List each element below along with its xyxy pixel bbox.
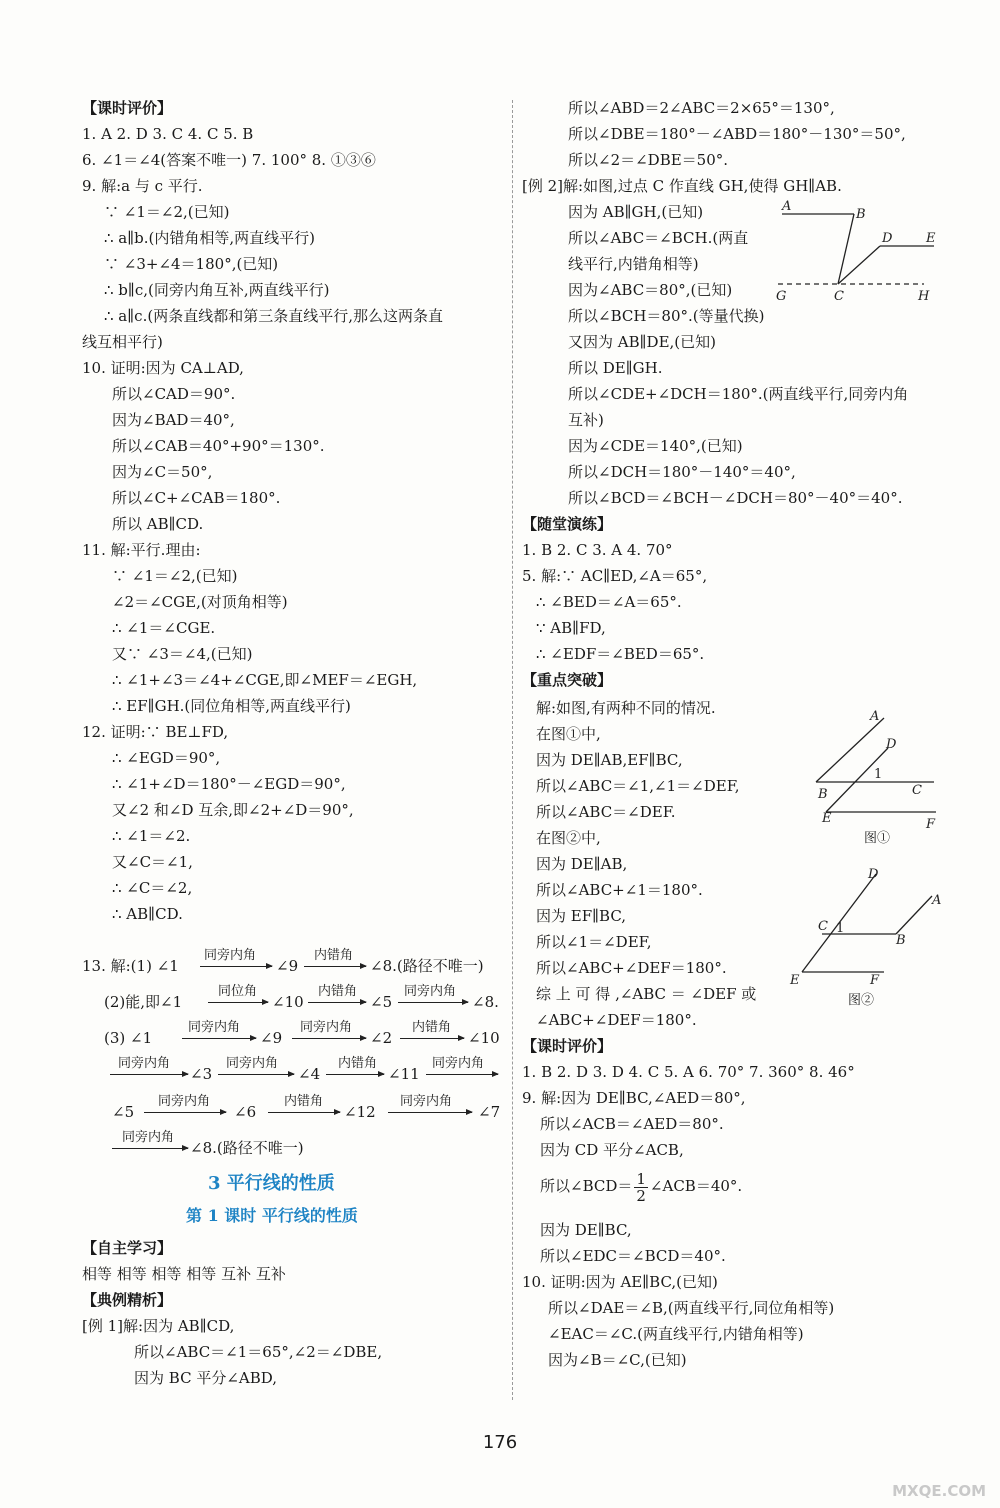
label-b: B: [818, 787, 828, 802]
answer-line: 12. 证明:∵ BE⊥FD,: [82, 723, 229, 741]
q13-path-2: [82, 984, 504, 1018]
arrow-label: 内错角: [412, 1020, 452, 1035]
arrow-label: 同位角: [218, 984, 258, 999]
page-number: 176: [482, 1432, 518, 1453]
proof-line: ∵ ∠1＝∠2,(已知): [112, 567, 238, 585]
proof-line: 线平行,内错角相等): [568, 255, 699, 273]
proof-line: ∴ AB∥CD.: [112, 905, 183, 923]
proof-line: 所以 DE∥GH.: [568, 359, 663, 377]
example-line: 因为 BC 平分∠ABD,: [134, 1369, 277, 1387]
angle-node: ∠4: [298, 1065, 321, 1083]
arrow-label: 同旁内角: [300, 1020, 353, 1035]
label-c: C: [818, 919, 828, 934]
angle-node: ∠12: [344, 1103, 376, 1121]
proof-line: ∴ ∠1＝∠2.: [112, 827, 191, 845]
angle-node: ∠2: [370, 1029, 393, 1047]
arrow: [400, 1038, 464, 1039]
proof-line: 互补): [568, 411, 604, 429]
proof-line: ∴ ∠C＝∠2,: [112, 879, 193, 897]
arrow-label: 内错角: [314, 948, 354, 963]
proof-line: ∵ ∠3+∠4＝180°,(已知): [104, 255, 279, 273]
answer-line: 10. 证明:因为 AE∥BC,(已知): [522, 1273, 718, 1291]
angle-label: 1: [874, 767, 883, 782]
proof-line: ∠2＝∠CGE,(对顶角相等): [112, 593, 288, 611]
proof-line: 所以∠EDC＝∠BCD＝40°.: [540, 1247, 726, 1265]
q13-end: ∠8.(路径不唯一): [190, 1139, 304, 1157]
label-a: A: [932, 893, 942, 908]
arrow: [326, 1074, 384, 1075]
answer-line: 1. A 2. D 3. C 4. C 5. B: [82, 125, 254, 143]
proof-line: ∴ ∠EDF＝∠BED＝65°.: [536, 645, 705, 663]
proof-line: ∴ ∠1+∠D＝180°－∠EGD＝90°,: [112, 775, 346, 793]
arrow: [292, 1038, 366, 1039]
example-line: 所以∠ABC＝∠1＝65°,∠2＝∠DBE,: [134, 1343, 383, 1361]
lesson-title: 第 1 课时 平行线的性质: [186, 1206, 358, 1225]
proof-line: 所以∠C+∠CAB＝180°.: [112, 489, 281, 507]
angle-node: ∠5: [370, 993, 393, 1011]
label-c: C: [912, 783, 922, 798]
proof-line: 所以∠1＝∠DEF,: [536, 933, 652, 951]
arrow: [218, 1074, 294, 1075]
arrow: [388, 1112, 472, 1113]
proof-line: 因为 CD 平分∠ACB,: [540, 1141, 684, 1159]
section-header-dianli: 【典例精析】: [82, 1291, 173, 1309]
proof-line: ∴ EF∥GH.(同位角相等,两直线平行): [112, 697, 351, 715]
proof-line: 所以∠2＝∠DBE＝50°.: [568, 151, 729, 169]
arrow-label: 内错角: [318, 984, 358, 999]
label-f: F: [926, 817, 936, 832]
angle-node: ∠9: [276, 957, 299, 975]
section-header-zhongdian: 【重点突破】: [522, 671, 613, 689]
proof-line: 解:如图,有两种不同的情况.: [536, 699, 716, 717]
q13-path-1: [82, 948, 504, 982]
fraction-denominator: 2: [636, 1186, 646, 1205]
proof-line: 因为 DE∥AB,EF∥BC,: [536, 751, 683, 769]
proof-line: 所以∠ABD＝2∠ABC＝2×65°＝130°,: [568, 99, 835, 117]
section-header-keshi: 【课时评价】: [82, 99, 173, 117]
proof-line: 所以∠BCH＝80°.(等量代换): [568, 307, 765, 325]
figure-2: [784, 862, 948, 1012]
line-cd: [838, 246, 880, 284]
label-b: B: [896, 933, 906, 948]
proof-line: ∴ a∥c.(两条直线都和第三条直线平行,那么这两条直: [104, 307, 443, 325]
arrow: [308, 1002, 366, 1003]
arrow: [182, 1038, 256, 1039]
label-d: D: [868, 867, 879, 882]
arrow-label: 内错角: [338, 1056, 378, 1071]
fraction-numerator: 1: [636, 1169, 646, 1188]
q13-end: ∠8.(路径不唯一): [370, 957, 484, 975]
arrow: [112, 1148, 188, 1149]
arrow-label: 同旁内角: [400, 1094, 453, 1109]
proof-line: 所以∠CDE+∠DCH＝180°.(两直线平行,同旁内角: [568, 385, 909, 403]
proof-line: 所以∠DCH＝180°－140°＝40°,: [568, 463, 796, 481]
ex2-figure: [768, 200, 948, 310]
proof-line: 又因为 AB∥DE,(已知): [568, 333, 717, 351]
arrow-label: 同旁内角: [226, 1056, 279, 1071]
arrow: [200, 966, 272, 967]
proof-line: ∴ a∥b.(内错角相等,两直线平行): [104, 229, 316, 247]
proof-line: 所以∠ABC＝∠1,∠1＝∠DEF,: [536, 777, 740, 795]
proof-line: 所以∠ABC＝∠BCH.(两直: [568, 229, 749, 247]
angle-node: ∠10: [468, 1029, 500, 1047]
q13-path-3-end: [82, 1130, 504, 1164]
proof-line: ∴ ∠BED＝∠A＝65°.: [536, 593, 682, 611]
angle-node: ∠6: [234, 1103, 257, 1121]
label-d: D: [882, 231, 893, 246]
proof-line: 综 上 可 得 ,∠ABC ＝ ∠DEF 或: [536, 985, 757, 1003]
label-c: C: [834, 289, 844, 304]
proof-line: ∴ b∥c,(同旁内角互补,两直线平行): [104, 281, 330, 299]
proof-line: 因为∠CDE＝140°,(已知): [568, 437, 743, 455]
label-d: D: [886, 737, 897, 752]
proof-line: 因为∠B＝∠C,(已知): [548, 1351, 687, 1369]
proof-line: 因为 DE∥BC,: [540, 1221, 632, 1239]
proof-line: 因为 DE∥AB,: [536, 855, 628, 873]
angle-label: 1: [836, 921, 845, 936]
answer-line: 9. 解:因为 DE∥BC,∠AED＝80°,: [522, 1089, 746, 1107]
arrow: [398, 1002, 468, 1003]
arrow: [208, 1002, 268, 1003]
section-header-keshi-2: 【课时评价】: [522, 1037, 613, 1055]
proof-line: 所以∠ACB＝∠AED＝80°.: [540, 1115, 724, 1133]
label-a: A: [782, 200, 792, 214]
proof-line: 因为∠BAD＝40°,: [112, 411, 235, 429]
angle-node: ∠5: [112, 1103, 135, 1121]
proof-line: 所以∠DBE＝180°－∠ABD＝180°－130°＝50°,: [568, 125, 906, 143]
figure-1: [808, 706, 948, 852]
proof-line: 所以∠BCD＝∠BCH－∠DCH＝80°－40°＝40°.: [568, 489, 903, 507]
proof-line: ∴ ∠1+∠3＝∠4+∠CGE,即∠MEF＝∠EGH,: [112, 671, 418, 689]
fraction-suffix: ∠ACB＝40°.: [649, 1177, 743, 1195]
answer-line: 1. B 2. D 3. D 4. C 5. A 6. 70° 7. 360° 8. 46°: [522, 1063, 855, 1081]
angle-node: ∠11: [388, 1065, 420, 1083]
proof-line: ∠ABC+∠DEF＝180°.: [536, 1011, 697, 1029]
q13-prefix: (3) ∠1: [104, 1029, 153, 1047]
example-line: [例 1]解:因为 AB∥CD,: [82, 1317, 235, 1335]
arrow-label: 同旁内角: [432, 1056, 485, 1071]
label-e: E: [790, 973, 800, 988]
section-header-suitang: 【随堂演练】: [522, 515, 613, 533]
q13-end: ∠8.: [472, 993, 499, 1011]
line-ba: [896, 896, 932, 934]
fraction-prefix: 所以∠BCD＝: [540, 1177, 633, 1195]
proof-line: ∠EAC＝∠C.(两直线平行,内错角相等): [548, 1325, 804, 1343]
answer-line: 11. 解:平行.理由:: [82, 541, 201, 559]
q13-prefix: 13. 解:(1) ∠1: [82, 957, 179, 975]
answer-line: 9. 解:a 与 c 平行.: [82, 177, 203, 195]
q13-prefix: (2)能,即∠1: [104, 993, 183, 1011]
arrow-label: 同旁内角: [404, 984, 457, 999]
angle-node: ∠3: [190, 1065, 213, 1083]
answer-line: 1. B 2. C 3. A 4. 70°: [522, 541, 673, 559]
proof-line: ∵ ∠1＝∠2,(已知): [104, 203, 230, 221]
label-a: A: [870, 709, 880, 724]
label-e: E: [822, 811, 832, 826]
proof-line: 所以∠CAB＝40°+90°＝130°.: [112, 437, 325, 455]
label-h: H: [918, 289, 930, 304]
figure-caption: 图②: [848, 993, 875, 1008]
arrow-label: 同旁内角: [118, 1056, 171, 1071]
arrow: [426, 1074, 498, 1075]
proof-line: 在图②中,: [536, 829, 601, 847]
proof-line: 在图①中,: [536, 725, 601, 743]
arrow: [304, 966, 366, 967]
proof-line: 又∠C＝∠1,: [112, 853, 193, 871]
section-title: 3 平行线的性质: [208, 1173, 335, 1194]
proof-line: 所以 AB∥CD.: [112, 515, 204, 533]
proof-line: 线互相平行): [82, 333, 163, 351]
proof-line: 所以∠DAE＝∠B,(两直线平行,同位角相等): [548, 1299, 835, 1317]
q13-path-3-cont2: [82, 1094, 504, 1128]
fraction: [634, 1171, 648, 1204]
q13-path-3-cont: [82, 1056, 504, 1090]
arrow-label: 同旁内角: [122, 1130, 175, 1145]
answer-line: 10. 证明:因为 CA⊥AD,: [82, 359, 244, 377]
proof-line: 因为 AB∥GH,(已知): [568, 203, 704, 221]
q13-path-3: [82, 1020, 504, 1054]
proof-line: 所以∠ABC＝∠DEF.: [536, 803, 676, 821]
proof-line: 所以∠CAD＝90°.: [112, 385, 236, 403]
proof-line: 因为 EF∥BC,: [536, 907, 627, 925]
fraction-line: [540, 1166, 742, 1206]
label-g: G: [776, 289, 787, 304]
line-bc: [838, 214, 854, 284]
arrow-label: 同旁内角: [158, 1094, 211, 1109]
arrow: [268, 1112, 340, 1113]
label-f: F: [870, 973, 880, 988]
proof-line: ∴ ∠1＝∠CGE.: [112, 619, 216, 637]
answer-line: 相等 相等 相等 相等 互补 互补: [82, 1265, 286, 1283]
answer-line: 6. ∠1＝∠4(答案不唯一) 7. 100° 8. ①③⑥: [82, 151, 376, 169]
proof-line: 因为∠C＝50°,: [112, 463, 213, 481]
arrow: [144, 1112, 226, 1113]
answer-line: 5. 解:∵ AC∥ED,∠A＝65°,: [522, 567, 708, 585]
watermark: MXQE.COM: [892, 1482, 986, 1500]
example-line: [例 2]解:如图,过点 C 作直线 GH,使得 GH∥AB.: [522, 177, 842, 195]
label-e: E: [926, 231, 936, 246]
arrow-label: 内错角: [284, 1094, 324, 1109]
proof-line: 又∠2 和∠D 互余,即∠2+∠D＝90°,: [112, 801, 354, 819]
angle-node: ∠7: [478, 1103, 501, 1121]
proof-line: 所以∠ABC+∠1＝180°.: [536, 881, 703, 899]
arrow-label: 同旁内角: [204, 948, 257, 963]
column-divider: [512, 100, 513, 1400]
proof-line: ∵ AB∥FD,: [536, 619, 606, 637]
angle-node: ∠10: [272, 993, 304, 1011]
arrow-label: 同旁内角: [188, 1020, 241, 1035]
proof-line: ∴ ∠EGD＝90°,: [112, 749, 221, 767]
figure-caption: 图①: [864, 831, 891, 846]
section-header-zizhu: 【自主学习】: [82, 1239, 173, 1257]
proof-line: 又∵ ∠3＝∠4,(已知): [112, 645, 253, 663]
arrow: [110, 1074, 188, 1075]
proof-line: 所以∠ABC+∠DEF＝180°.: [536, 959, 727, 977]
label-b: B: [856, 207, 866, 222]
angle-node: ∠9: [260, 1029, 283, 1047]
proof-line: 因为∠ABC＝80°,(已知): [568, 281, 733, 299]
